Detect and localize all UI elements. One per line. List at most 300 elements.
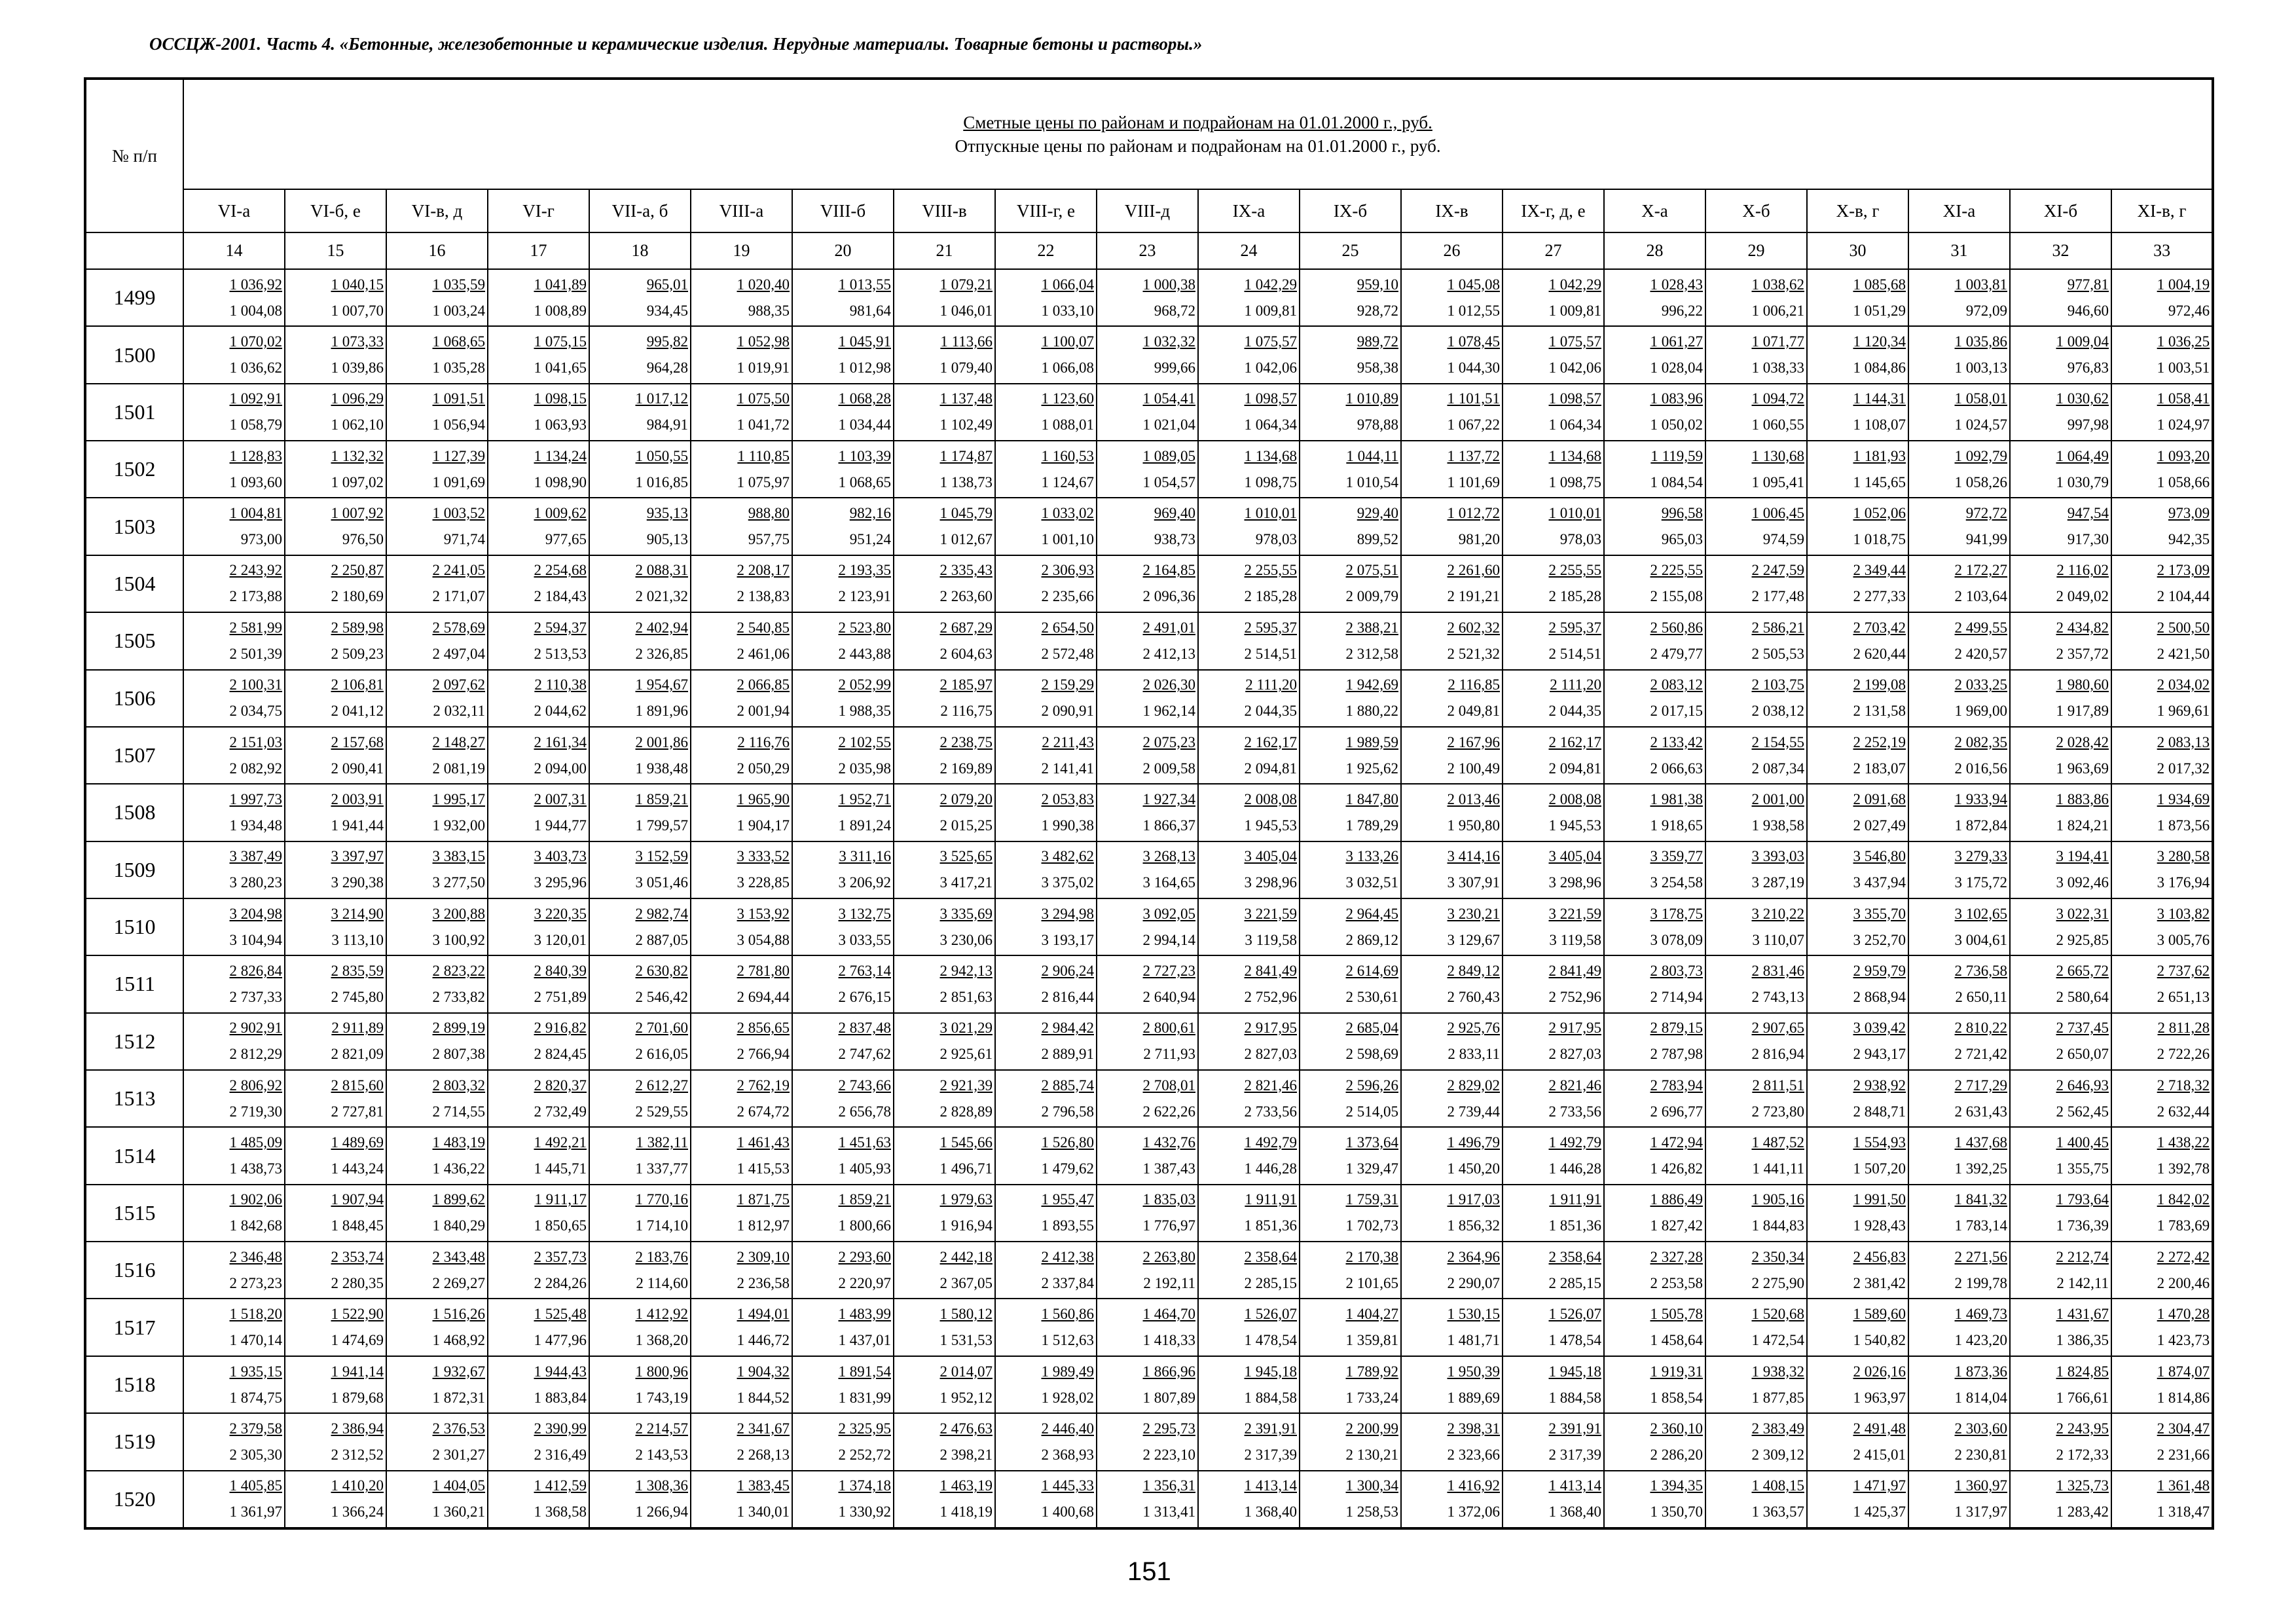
column-number: 18: [589, 232, 691, 269]
smeta-price: 1 028,43: [1650, 276, 1703, 293]
otpusk-price: 3 110,07: [1752, 931, 1804, 948]
smeta-price: 2 831,46: [1751, 962, 1804, 979]
table-row: [85, 384, 2213, 441]
otpusk-price: 2 142,11: [2056, 1274, 2109, 1291]
price-cell: [2010, 1299, 2111, 1356]
price-cell: [1097, 1070, 1198, 1127]
smeta-price: 2 849,12: [1447, 962, 1500, 979]
price-cell: [1401, 1013, 1503, 1070]
smeta-price: 1 451,63: [838, 1134, 891, 1151]
otpusk-price: 1 368,40: [1244, 1504, 1297, 1521]
price-cell: [1705, 498, 1807, 555]
price-table: [84, 77, 2214, 1530]
row-number: 1502: [85, 441, 183, 498]
otpusk-price: 1 944,77: [534, 817, 587, 834]
smeta-price: 1 382,11: [636, 1134, 688, 1151]
otpusk-price: 1 317,97: [1954, 1504, 2007, 1521]
smeta-price: 972,72: [1965, 505, 2007, 522]
price-cell: [488, 1413, 589, 1470]
smeta-price: 2 103,75: [1751, 676, 1804, 693]
otpusk-price: 1 783,14: [1954, 1217, 2007, 1234]
smeta-price: 1 035,59: [432, 276, 485, 293]
price-cell: [183, 1242, 285, 1299]
price-cell: [1807, 1356, 1908, 1413]
price-cell: [488, 498, 589, 555]
otpusk-price: 2 100,49: [1447, 760, 1500, 777]
smeta-price: 1 120,34: [1853, 333, 1906, 350]
price-cell: [2010, 1185, 2111, 1242]
otpusk-price: 1 051,29: [1853, 302, 1906, 319]
price-cell: [589, 269, 691, 326]
otpusk-price: 3 120,01: [534, 931, 587, 948]
table-row: [85, 1299, 2213, 1356]
smeta-price: 2 254,68: [534, 562, 587, 579]
price-cell: [1604, 670, 1705, 727]
otpusk-price: 3 078,09: [1650, 931, 1703, 948]
price-cell: [285, 727, 386, 784]
row-number: 1515: [85, 1185, 183, 1242]
otpusk-price: 1 789,29: [1345, 817, 1398, 834]
price-cell: [2111, 670, 2213, 727]
price-cell: [183, 1356, 285, 1413]
smeta-price: 3 133,26: [1345, 848, 1398, 865]
otpusk-price: 2 312,52: [331, 1446, 384, 1463]
smeta-price: 1 113,66: [940, 333, 993, 350]
smeta-price: 1 004,19: [2157, 276, 2210, 293]
otpusk-price: 2 252,72: [838, 1446, 891, 1463]
otpusk-price: 3 298,96: [1548, 874, 1601, 891]
otpusk-price: 973,00: [240, 531, 282, 548]
otpusk-price: 2 094,81: [1244, 760, 1297, 777]
otpusk-price: 1 004,08: [229, 302, 282, 319]
otpusk-price: 2 711,93: [1143, 1046, 1195, 1063]
otpusk-price: 1 736,39: [2056, 1217, 2109, 1234]
price-cell: [183, 1185, 285, 1242]
smeta-price: 1 100,07: [1041, 333, 1094, 350]
otpusk-price: 3 206,92: [838, 874, 891, 891]
otpusk-price: 3 164,65: [1142, 874, 1195, 891]
smeta-price: 2 442,18: [939, 1248, 993, 1265]
otpusk-price: 2 131,58: [1853, 703, 1906, 720]
otpusk-price: 1 062,10: [331, 416, 384, 434]
otpusk-price: 1 438,73: [229, 1160, 282, 1177]
otpusk-price: 2 415,01: [1853, 1446, 1906, 1463]
price-cell: [792, 955, 894, 1012]
price-cell: [995, 1356, 1097, 1413]
otpusk-price: 1 098,75: [1548, 473, 1601, 490]
smeta-price: 2 383,49: [1751, 1420, 1804, 1437]
smeta-price: 2 815,60: [331, 1077, 384, 1094]
price-cell: [1705, 555, 1807, 612]
price-cell: [995, 1013, 1097, 1070]
smeta-price: 3 279,33: [1954, 848, 2007, 865]
row-number: 1505: [85, 612, 183, 669]
otpusk-price: 2 323,66: [1447, 1446, 1500, 1463]
price-cell: [792, 326, 894, 383]
price-cell: [1807, 555, 1908, 612]
smeta-price: 2 303,60: [1954, 1420, 2007, 1437]
price-cell: [1503, 841, 1604, 898]
price-cell: [183, 498, 285, 555]
column-number: 22: [995, 232, 1097, 269]
smeta-price: 1 412,59: [534, 1477, 587, 1494]
smeta-price: 2 388,21: [1345, 619, 1398, 636]
smeta-price: 2 157,68: [331, 733, 384, 750]
smeta-price: 1 945,18: [1244, 1363, 1297, 1380]
price-cell: [894, 898, 995, 955]
price-cell: [386, 1413, 488, 1470]
table-row: [85, 1356, 2213, 1413]
table-row: [85, 670, 2213, 727]
price-cell: [1503, 612, 1604, 669]
smeta-price: 3 311,16: [839, 848, 891, 865]
otpusk-price: 2 104,44: [2157, 588, 2210, 605]
price-cell: [589, 955, 691, 1012]
price-cell: [285, 1299, 386, 1356]
otpusk-price: 2 994,14: [1142, 931, 1195, 948]
smeta-price: 2 763,14: [838, 962, 891, 979]
row-number: 1511: [85, 955, 183, 1012]
smeta-price: 3 204,98: [229, 905, 282, 922]
price-cell: [1705, 326, 1807, 383]
price-cell: [1807, 1242, 1908, 1299]
smeta-price: 2 701,60: [635, 1020, 688, 1037]
smeta-price: 2 304,47: [2157, 1420, 2210, 1437]
otpusk-price: 2 752,96: [1244, 988, 1297, 1005]
otpusk-price: 2 357,72: [2056, 645, 2109, 662]
otpusk-price: 1 916,94: [939, 1217, 993, 1234]
row-number: 1520: [85, 1471, 183, 1528]
price-cell: [691, 898, 792, 955]
smeta-price: 1 793,64: [2056, 1191, 2109, 1208]
table-row: [85, 1013, 2213, 1070]
price-cell: [2111, 1070, 2213, 1127]
otpusk-price: 2 505,53: [1751, 645, 1804, 662]
otpusk-price: 3 193,17: [1041, 931, 1094, 948]
price-cell: [1908, 555, 2010, 612]
price-cell: [1300, 384, 1401, 441]
otpusk-price: 2 269,27: [432, 1274, 485, 1291]
smeta-price: 1 995,17: [432, 790, 485, 807]
otpusk-price: 2 824,45: [534, 1046, 587, 1063]
otpusk-price: 1 050,02: [1650, 416, 1703, 434]
smeta-price: 1 494,01: [737, 1306, 790, 1323]
price-cell: [1097, 384, 1198, 441]
price-cell: [1198, 1127, 1300, 1184]
smeta-price: 1 463,19: [939, 1477, 993, 1494]
smeta-price: 2 162,17: [1548, 733, 1601, 750]
smeta-price: 1 070,02: [229, 333, 282, 350]
document-header: ОССЦЖ-2001. Часть 4. «Бетонные, железобетонные и керамические изделия. Нерудные материалы. Товарные бетоны и растворы.»: [149, 34, 1203, 54]
smeta-price: 2 703,42: [1853, 619, 1906, 636]
price-cell: [995, 269, 1097, 326]
smeta-price: 2 402,94: [635, 619, 688, 636]
price-cell: [792, 269, 894, 326]
smeta-price: 947,54: [2067, 505, 2109, 522]
price-cell: [589, 670, 691, 727]
otpusk-price: 1 891,96: [635, 703, 688, 720]
smeta-price: 2 821,46: [1244, 1077, 1297, 1094]
price-cell: [285, 1070, 386, 1127]
otpusk-price: 1 874,75: [229, 1389, 282, 1406]
row-number: 1519: [85, 1413, 183, 1470]
price-cell: [2111, 784, 2213, 841]
smeta-price: 2 159,29: [1041, 676, 1094, 693]
price-cell: [2010, 1242, 2111, 1299]
otpusk-price: 1 850,65: [534, 1217, 587, 1234]
price-cell: [1807, 1299, 1908, 1356]
smeta-price: 2 560,86: [1650, 619, 1703, 636]
price-cell: [1503, 1471, 1604, 1528]
smeta-price: 2 446,40: [1041, 1420, 1094, 1437]
price-cell: [1604, 1413, 1705, 1470]
smeta-price: 1 044,11: [1346, 447, 1398, 464]
smeta-price: 2 434,82: [2056, 619, 2109, 636]
smeta-price: 2 343,48: [432, 1248, 485, 1265]
column-number: 15: [285, 232, 386, 269]
price-cell: [1097, 612, 1198, 669]
otpusk-price: 1 056,94: [432, 416, 485, 434]
otpusk-price: 2 869,12: [1345, 931, 1398, 948]
price-cell: [2111, 1185, 2213, 1242]
smeta-price: 1 394,35: [1650, 1477, 1703, 1494]
smeta-price: 2 335,43: [939, 562, 993, 579]
smeta-price: 3 335,69: [939, 905, 993, 922]
otpusk-price: 1 879,68: [331, 1389, 384, 1406]
otpusk-price: 1 415,53: [737, 1160, 790, 1177]
otpusk-price: 984,91: [646, 416, 688, 434]
price-cell: [1908, 1356, 2010, 1413]
price-cell: [386, 1185, 488, 1242]
price-cell: [792, 841, 894, 898]
smeta-price: 2 243,92: [229, 562, 282, 579]
price-cell: [386, 955, 488, 1012]
otpusk-price: 3 104,94: [229, 931, 282, 948]
smeta-price: 1 886,49: [1650, 1191, 1703, 1208]
smeta-price: 1 075,15: [534, 333, 587, 350]
smeta-price: 1 405,85: [229, 1477, 282, 1494]
smeta-price: 2 654,50: [1041, 619, 1094, 636]
smeta-price: 3 359,77: [1650, 848, 1703, 865]
smeta-price: 1 134,24: [534, 447, 587, 464]
price-cell: [589, 612, 691, 669]
price-cell: [1401, 384, 1503, 441]
otpusk-price: 2 501,39: [229, 645, 282, 662]
otpusk-price: 2 301,27: [432, 1446, 485, 1463]
smeta-price: 2 083,12: [1650, 676, 1703, 693]
otpusk-price: 3 176,94: [2157, 874, 2210, 891]
price-cell: [589, 384, 691, 441]
price-cell: [894, 612, 995, 669]
column-number: 19: [691, 232, 792, 269]
smeta-price: 1 917,03: [1447, 1191, 1500, 1208]
smeta-price: 929,40: [1357, 505, 1398, 522]
otpusk-price: 2 143,53: [635, 1446, 688, 1463]
otpusk-price: 2 743,13: [1751, 988, 1804, 1005]
otpusk-price: 1 024,97: [2157, 416, 2210, 434]
otpusk-price: 1 418,19: [939, 1504, 993, 1521]
smeta-price: 1 492,79: [1548, 1134, 1601, 1151]
smeta-price: 3 482,62: [1041, 848, 1094, 865]
otpusk-price: 2 184,43: [534, 588, 587, 605]
price-cell: [995, 1185, 1097, 1242]
otpusk-price: 3 100,92: [432, 931, 485, 948]
price-cell: [691, 326, 792, 383]
price-cell: [1503, 1185, 1604, 1242]
price-cell: [285, 898, 386, 955]
smeta-price: 995,82: [646, 333, 688, 350]
price-cell: [691, 269, 792, 326]
price-cell: [792, 555, 894, 612]
price-cell: [1604, 1013, 1705, 1070]
smeta-price: 3 405,04: [1548, 848, 1601, 865]
smeta-price: 2 491,01: [1142, 619, 1195, 636]
otpusk-price: 2 199,78: [1954, 1274, 2007, 1291]
price-cell: [1705, 784, 1807, 841]
price-cell: [2010, 670, 2111, 727]
otpusk-price: 1 866,37: [1142, 817, 1195, 834]
otpusk-price: 1 337,77: [635, 1160, 688, 1177]
price-cell: [1401, 498, 1503, 555]
otpusk-price: 2 173,88: [229, 588, 282, 605]
otpusk-price: 2 017,32: [2157, 760, 2210, 777]
price-cell: [183, 1127, 285, 1184]
smeta-price: 2 942,13: [939, 962, 993, 979]
otpusk-price: 2 280,35: [331, 1274, 384, 1291]
otpusk-price: 2 530,61: [1345, 988, 1398, 1005]
table-row: [85, 612, 2213, 669]
otpusk-price: 1 844,83: [1751, 1217, 1804, 1234]
otpusk-price: 1 097,02: [331, 473, 384, 490]
price-cell: [2010, 1013, 2111, 1070]
price-cell: [1198, 784, 1300, 841]
smeta-price: 1 127,39: [432, 447, 485, 464]
otpusk-price: 1 075,97: [737, 473, 790, 490]
otpusk-price: 1 458,64: [1650, 1332, 1703, 1349]
smeta-price: 2 685,04: [1345, 1020, 1398, 1037]
price-cell: [1401, 1413, 1503, 1470]
otpusk-price: 1 872,84: [1954, 817, 2007, 834]
price-cell: [488, 1185, 589, 1242]
otpusk-price: 2 305,30: [229, 1446, 282, 1463]
otpusk-price: 2 285,15: [1244, 1274, 1297, 1291]
smeta-price: 1 075,57: [1548, 333, 1601, 350]
district-header: IX-г, д, е: [1503, 189, 1604, 232]
otpusk-price: 1 392,78: [2157, 1160, 2210, 1177]
otpusk-price: 2 044,62: [534, 703, 587, 720]
smeta-price: 1 469,73: [1954, 1306, 2007, 1323]
smeta-price: 3 355,70: [1853, 905, 1906, 922]
smeta-price: 1 902,06: [229, 1191, 282, 1208]
price-cell: [1908, 955, 2010, 1012]
smeta-price: 2 241,05: [432, 562, 485, 579]
smeta-price: 1 955,47: [1041, 1191, 1094, 1208]
otpusk-price: 1 400,68: [1041, 1504, 1094, 1521]
table-row: [85, 1070, 2213, 1127]
price-cell: [691, 1070, 792, 1127]
otpusk-price: 1 034,44: [838, 416, 891, 434]
otpusk-price: 2 286,20: [1650, 1446, 1703, 1463]
otpusk-price: 2 889,91: [1041, 1046, 1094, 1063]
price-cell: [488, 898, 589, 955]
otpusk-price: 1 066,08: [1041, 360, 1094, 377]
otpusk-price: 2 529,55: [635, 1103, 688, 1120]
price-cell: [1097, 1299, 1198, 1356]
otpusk-price: 2 514,05: [1345, 1103, 1398, 1120]
smeta-price: 1 492,21: [534, 1134, 587, 1151]
smeta-price: 2 916,82: [534, 1020, 587, 1037]
smeta-price: 2 938,92: [1853, 1077, 1906, 1094]
otpusk-price: 1 945,53: [1244, 817, 1297, 834]
smeta-price: 1 526,07: [1548, 1306, 1601, 1323]
smeta-price: 1 098,15: [534, 390, 587, 407]
smeta-price: 3 152,59: [635, 848, 688, 865]
smeta-price: 1 066,04: [1041, 276, 1094, 293]
price-cell: [1300, 1242, 1401, 1299]
smeta-price: 1 360,97: [1954, 1477, 2007, 1494]
district-header: VIII-д: [1097, 189, 1198, 232]
district-header: VI-г: [488, 189, 589, 232]
smeta-price: 1 412,92: [635, 1306, 688, 1323]
otpusk-price: 2 868,94: [1853, 988, 1906, 1005]
otpusk-price: 2 090,91: [1041, 703, 1094, 720]
otpusk-price: 2 050,29: [737, 760, 790, 777]
smeta-price: 2 252,19: [1853, 733, 1906, 750]
otpusk-price: 1 425,37: [1853, 1504, 1906, 1521]
smeta-price: 2 806,92: [229, 1077, 282, 1094]
smeta-price: 2 803,73: [1650, 962, 1703, 979]
otpusk-price: 2 130,21: [1345, 1446, 1398, 1463]
table-row: [85, 1413, 2213, 1470]
price-cell: [183, 955, 285, 1012]
smeta-price: 2 390,99: [534, 1420, 587, 1437]
smeta-price: 1 871,75: [737, 1191, 790, 1208]
smeta-price: 1 438,22: [2157, 1134, 2210, 1151]
otpusk-price: 1 884,58: [1244, 1389, 1297, 1406]
price-cell: [1908, 1299, 2010, 1356]
smeta-price: 2 708,01: [1142, 1077, 1195, 1094]
otpusk-price: 2 816,94: [1751, 1046, 1804, 1063]
price-cell: [2111, 727, 2213, 784]
smeta-price: 1 789,92: [1345, 1363, 1398, 1380]
smeta-price: 1 058,01: [1954, 390, 2007, 407]
otpusk-price: 2 041,12: [331, 703, 384, 720]
smeta-price: 2 581,99: [229, 619, 282, 636]
smeta-price: 2 811,28: [2157, 1020, 2210, 1037]
smeta-price: 1 489,69: [331, 1134, 384, 1151]
price-cell: [1401, 898, 1503, 955]
otpusk-price: 1 033,10: [1041, 302, 1094, 319]
smeta-price: 2 161,34: [534, 733, 587, 750]
smeta-price: 3 092,05: [1142, 905, 1195, 922]
smeta-price: 2 800,61: [1142, 1020, 1195, 1037]
price-cell: [1198, 670, 1300, 727]
smeta-price: 2 835,59: [331, 962, 384, 979]
otpusk-price: 1 840,29: [432, 1217, 485, 1234]
column-number: 28: [1604, 232, 1705, 269]
otpusk-price: 2 103,64: [1954, 588, 2007, 605]
smeta-price: 1 911,91: [1549, 1191, 1601, 1208]
otpusk-price: 1 355,75: [2056, 1160, 2109, 1177]
price-cell: [2010, 384, 2111, 441]
otpusk-price: 2 443,88: [838, 645, 891, 662]
otpusk-price: 2 760,43: [1447, 988, 1500, 1005]
otpusk-price: 2 807,38: [432, 1046, 485, 1063]
price-cell: [285, 441, 386, 498]
smeta-price: 2 243,95: [2056, 1420, 2109, 1437]
smeta-price: 1 036,92: [229, 276, 282, 293]
otpusk-price: 1 446,28: [1244, 1160, 1297, 1177]
